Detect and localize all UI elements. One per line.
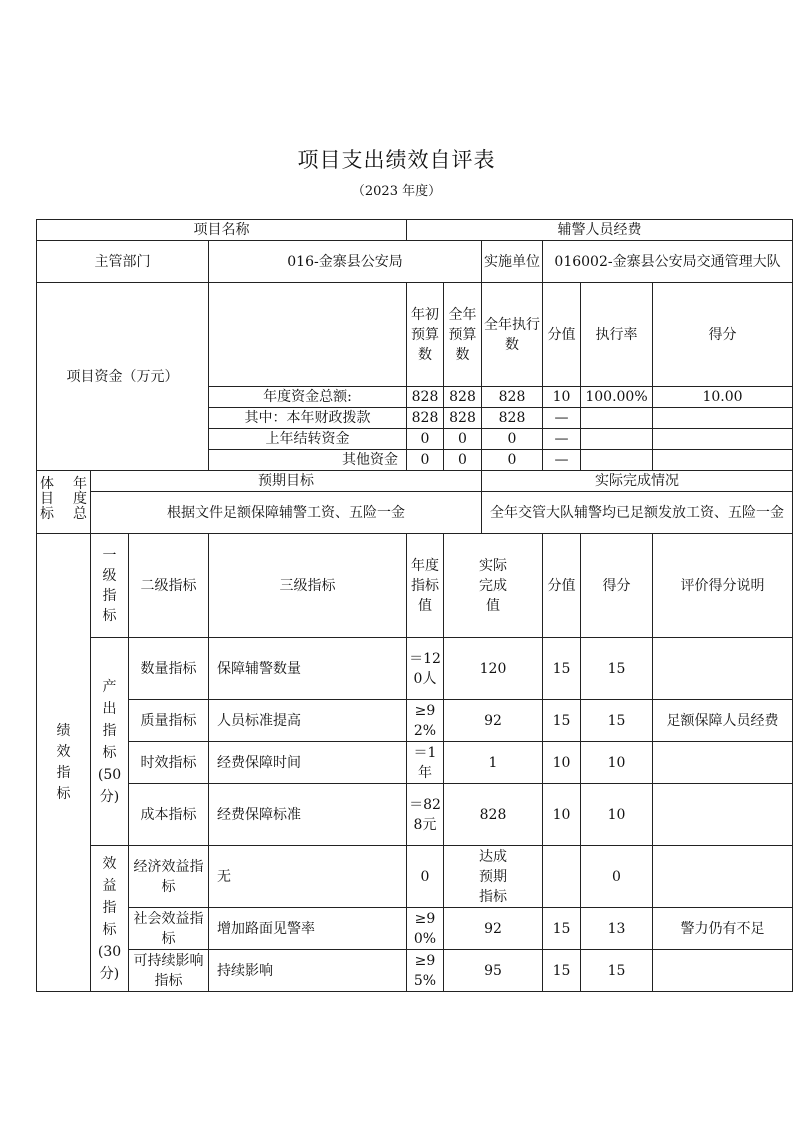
project-name-row	[37, 220, 793, 241]
target-cell: ≥90%	[407, 908, 444, 950]
level2-cell: 时效指标	[129, 742, 209, 784]
level3-cell: 人员标准提高	[209, 700, 407, 742]
score-cell: 15	[581, 638, 653, 700]
indicator-row	[37, 846, 793, 908]
level3-cell: 无	[209, 846, 407, 908]
corner-char: 度	[73, 491, 87, 507]
level2-header: 二级指标	[129, 534, 209, 638]
corner-char: 总	[73, 506, 87, 522]
funds-rate	[581, 408, 653, 429]
actual-cell: 92	[444, 700, 543, 742]
actual-header	[444, 534, 543, 638]
indicator-row	[37, 638, 793, 700]
project-name-label: 项目名称	[37, 220, 407, 241]
expected-goal-text: 根据文件足额保障辅警工资、五险一金	[91, 492, 482, 534]
funds-annual: 0	[444, 450, 482, 471]
corner-char: 目	[40, 491, 54, 507]
score-header: 得分	[653, 283, 793, 387]
benefit-group-label	[91, 846, 129, 992]
corner-char: 年	[73, 476, 87, 492]
funds-header-blank	[209, 283, 407, 387]
corner-char: 体	[40, 476, 54, 492]
level2-cell: 数量指标	[129, 638, 209, 700]
note-cell: 足额保障人员经费	[653, 700, 793, 742]
score-cell: 15	[581, 950, 653, 992]
annual-budget-header: 全年预算数	[444, 283, 482, 387]
level3-cell: 经费保障时间	[209, 742, 407, 784]
score-cell: 10	[581, 784, 653, 846]
score-value-header: 分值	[543, 283, 581, 387]
note-cell	[653, 784, 793, 846]
level2-cell: 经济效益指标	[129, 846, 209, 908]
indicators-section-text: 绩效指标	[56, 722, 71, 802]
funds-initial: 0	[407, 429, 444, 450]
funds-weight: —	[543, 408, 581, 429]
funds-label: 项目资金（万元）	[37, 283, 209, 471]
funds-exec: 828	[482, 408, 543, 429]
funds-score	[653, 429, 793, 450]
funds-initial: 828	[407, 408, 444, 429]
actual-cell-text: 达成预期指标	[479, 848, 507, 905]
impl-unit-value: 016002-金寨县公安局交通管理大队	[543, 241, 793, 283]
funds-weight: —	[543, 450, 581, 471]
note-header: 评价得分说明	[653, 534, 793, 638]
actual-goal-text: 全年交管大队辅警均已足额发放工资、五险一金	[482, 492, 793, 534]
weight-cell: 10	[543, 742, 581, 784]
weight-cell	[543, 846, 581, 908]
actual-cell: 1	[444, 742, 543, 784]
funds-weight: —	[543, 429, 581, 450]
weight-cell: 15	[543, 638, 581, 700]
actual-goal-label: 实际完成情况	[482, 471, 793, 492]
funds-annual: 0	[444, 429, 482, 450]
level2-cell: 社会效益指标	[129, 908, 209, 950]
goals-header-row	[37, 471, 793, 492]
level3-cell: 保障辅警数量	[209, 638, 407, 700]
department-row	[37, 241, 793, 283]
actual-cell	[444, 846, 543, 908]
weight-cell: 15	[543, 950, 581, 992]
target-cell: ＝828元	[407, 784, 444, 846]
funds-initial: 0	[407, 450, 444, 471]
funds-row-label: 年度资金总额:	[209, 387, 407, 408]
actual-cell: 92	[444, 908, 543, 950]
actual-header-text: 实际完成值	[479, 557, 507, 614]
score-cell: 10	[581, 742, 653, 784]
funds-score	[653, 408, 793, 429]
indicators-header-row	[37, 534, 793, 638]
note-cell	[653, 638, 793, 700]
performance-table	[36, 219, 793, 992]
actual-cell: 120	[444, 638, 543, 700]
funds-row-label: 其他资金	[209, 450, 407, 471]
funds-exec: 0	[482, 450, 543, 471]
level1-header	[91, 534, 129, 638]
funds-rate	[581, 450, 653, 471]
target-cell: ≥92%	[407, 700, 444, 742]
funds-rate	[581, 429, 653, 450]
funds-header-row	[37, 283, 793, 387]
score-cell: 0	[581, 846, 653, 908]
funds-score	[653, 450, 793, 471]
level3-cell: 增加路面见警率	[209, 908, 407, 950]
funds-initial: 828	[407, 387, 444, 408]
level2-cell: 质量指标	[129, 700, 209, 742]
department-label: 主管部门	[37, 241, 209, 283]
page-title: 项目支出绩效自评表	[297, 148, 496, 172]
output-group-label	[91, 638, 129, 846]
weight-cell: 15	[543, 700, 581, 742]
note-cell	[653, 846, 793, 908]
funds-row-label: 上年结转资金	[209, 429, 407, 450]
indicator-row	[37, 742, 793, 784]
level3-cell: 持续影响	[209, 950, 407, 992]
indicator-row	[37, 950, 793, 992]
note-cell: 警力仍有不足	[653, 908, 793, 950]
impl-unit-label: 实施单位	[482, 241, 543, 283]
expected-goal-label: 预期目标	[91, 471, 482, 492]
score-cell: 15	[581, 700, 653, 742]
funds-exec: 0	[482, 429, 543, 450]
weight-cell: 15	[543, 908, 581, 950]
target-cell: ＝120人	[407, 638, 444, 700]
corner-char: 标	[40, 506, 54, 522]
goals-corner-label	[37, 471, 91, 534]
weight-header: 分值	[543, 534, 581, 638]
level3-header: 三级指标	[209, 534, 407, 638]
funds-annual: 828	[444, 408, 482, 429]
note-cell	[653, 950, 793, 992]
goals-content-row	[37, 492, 793, 534]
score-cell: 13	[581, 908, 653, 950]
actual-cell: 95	[444, 950, 543, 992]
level2-cell: 成本指标	[129, 784, 209, 846]
project-name-value: 辅警人员经费	[407, 220, 793, 241]
target-header: 年度指标值	[407, 534, 444, 638]
department-value: 016-金寨县公安局	[209, 241, 482, 283]
note-cell	[653, 742, 793, 784]
target-cell: ≥95%	[407, 950, 444, 992]
target-cell: ＝1年	[407, 742, 444, 784]
level1-header-text: 一级指标	[102, 547, 117, 624]
indicator-row	[37, 700, 793, 742]
level2-cell: 可持续影响指标	[129, 950, 209, 992]
benefit-group-text: 效益指标(30分)	[97, 855, 122, 982]
exec-rate-header: 执行率	[581, 283, 653, 387]
weight-cell: 10	[543, 784, 581, 846]
funds-exec: 828	[482, 387, 543, 408]
annual-exec-header: 全年执行数	[482, 283, 543, 387]
output-group-text: 产出指标(50分)	[97, 678, 122, 805]
funds-score: 10.00	[653, 387, 793, 408]
score-header: 得分	[581, 534, 653, 638]
actual-cell: 828	[444, 784, 543, 846]
indicator-row	[37, 784, 793, 846]
indicators-section-label	[37, 534, 91, 992]
indicator-row	[37, 908, 793, 950]
funds-row-label: 其中：本年财政拨款	[209, 408, 407, 429]
level3-cell: 经费保障标准	[209, 784, 407, 846]
initial-budget-header: 年初预算数	[407, 283, 444, 387]
funds-rate: 100.00%	[581, 387, 653, 408]
funds-weight: 10	[543, 387, 581, 408]
target-cell: 0	[407, 846, 444, 908]
report-year: （2023 年度）	[351, 184, 442, 199]
funds-annual: 828	[444, 387, 482, 408]
